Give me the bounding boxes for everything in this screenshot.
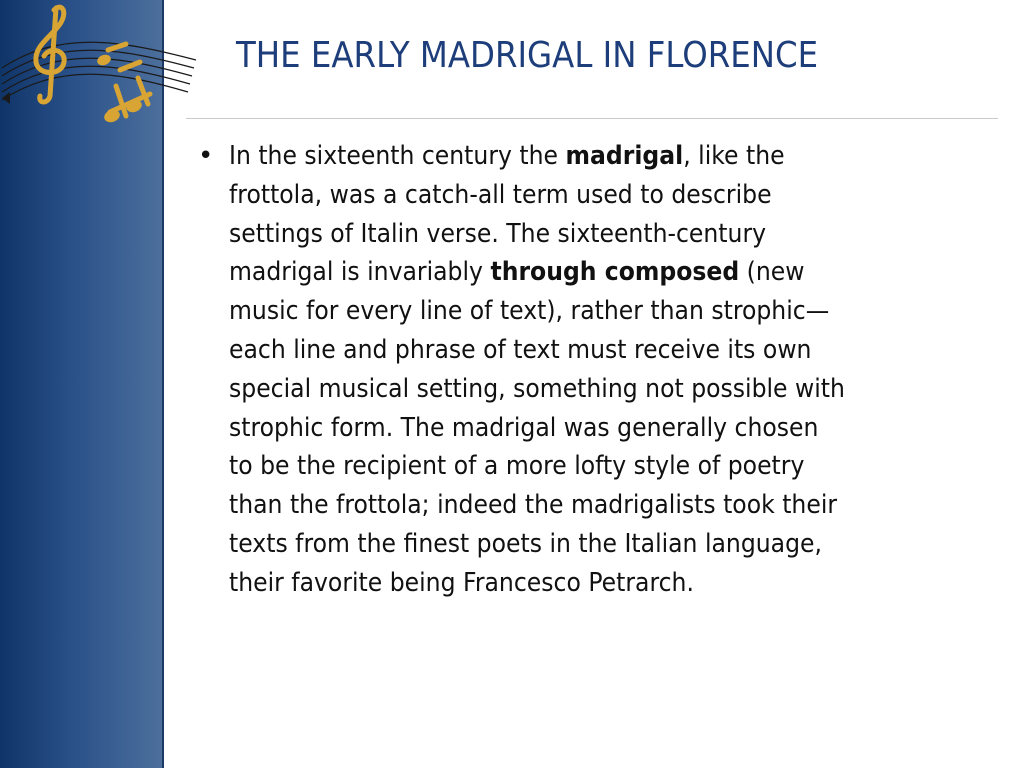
term-through-composed: through composed bbox=[490, 257, 740, 288]
bullet-text bbox=[229, 137, 944, 603]
slide-title: THE EARLY MADRIGAL IN FLORENCE bbox=[236, 35, 819, 76]
text-line: each line and phrase of text must receive its own bbox=[229, 334, 812, 365]
title-divider bbox=[186, 118, 998, 119]
text-line: special musical setting, something not possible with bbox=[229, 373, 845, 404]
text-line: their favorite being Francesco Petrarch. bbox=[229, 567, 694, 598]
text-line: madrigal is invariably through composed (new bbox=[229, 257, 805, 288]
text-line: than the frottola; indeed the madrigalists took their bbox=[229, 490, 838, 521]
text-line: texts from the finest poets in the Italian language, bbox=[229, 528, 822, 559]
text-line: In the sixteenth century the madrigal, like the bbox=[229, 141, 785, 171]
bullet-marker: • bbox=[198, 141, 214, 171]
text-line: frottola, was a catch-all term used to describe bbox=[229, 179, 772, 210]
text-line: strophic form. The madrigal was generally chosen bbox=[229, 412, 819, 443]
music-notes-icon bbox=[0, 0, 200, 130]
text-line: to be the recipient of a more lofty style of poetry bbox=[229, 451, 805, 482]
text-line: music for every line of text), rather than strophic— bbox=[229, 296, 830, 327]
term-madrigal: madrigal bbox=[565, 141, 684, 171]
text-line: settings of Italin verse. The sixteenth-century bbox=[229, 218, 767, 249]
